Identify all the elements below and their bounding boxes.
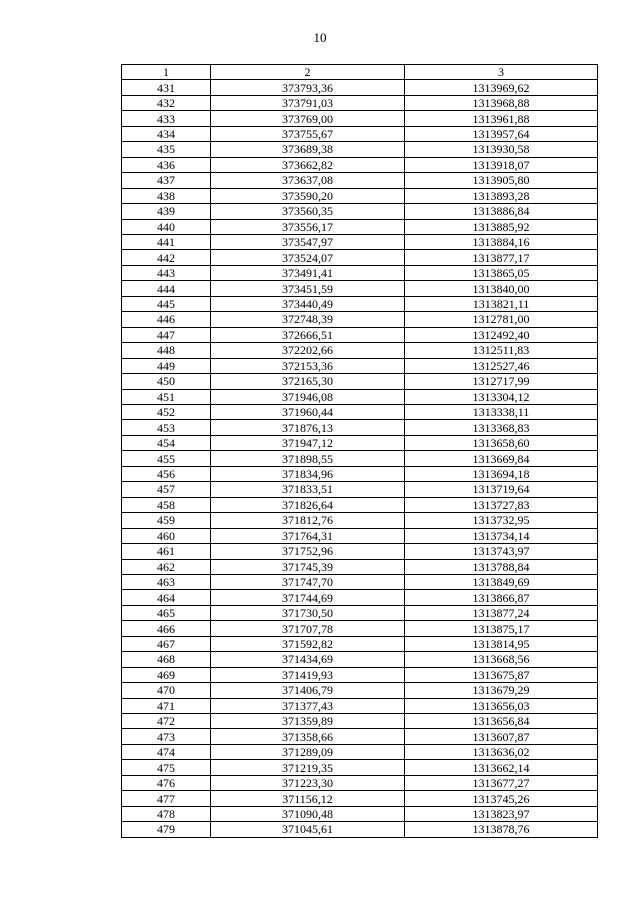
y-coordinate-cell: 1313368,83 [405,420,598,435]
table-row [122,265,598,280]
y-coordinate-cell: 1313865,05 [405,265,598,280]
y-coordinate-cell: 1313885,92 [405,219,598,234]
x-coordinate-cell: 371434,69 [211,652,405,667]
x-coordinate-cell: 371764,31 [211,528,405,543]
point-number-cell: 440 [122,219,211,234]
x-coordinate-cell: 371359,89 [211,714,405,729]
table-row [122,791,598,806]
y-coordinate-cell: 1313788,84 [405,559,598,574]
x-coordinate-cell: 372153,36 [211,358,405,373]
column-header-1: 1 [122,65,211,80]
y-coordinate-cell: 1313961,88 [405,111,598,126]
y-coordinate-cell: 1313675,87 [405,667,598,682]
x-coordinate-cell: 373440,49 [211,296,405,311]
point-number-cell: 446 [122,312,211,327]
x-coordinate-cell: 371747,70 [211,574,405,589]
table-row [122,204,598,219]
y-coordinate-cell: 1313662,14 [405,760,598,775]
x-coordinate-cell: 371406,79 [211,683,405,698]
table-row [122,466,598,481]
x-coordinate-cell: 371223,30 [211,775,405,790]
table-row [122,528,598,543]
x-coordinate-cell: 373689,38 [211,142,405,157]
table-row [122,327,598,342]
point-number-cell: 470 [122,683,211,698]
x-coordinate-cell: 371833,51 [211,482,405,497]
x-coordinate-cell: 371960,44 [211,404,405,419]
column-header-2: 2 [211,65,405,80]
x-coordinate-cell: 371946,08 [211,389,405,404]
table-row [122,714,598,729]
y-coordinate-cell: 1313656,84 [405,714,598,729]
y-coordinate-cell: 1313877,24 [405,605,598,620]
table-row [122,111,598,126]
x-coordinate-cell: 373791,03 [211,95,405,110]
point-number-cell: 447 [122,327,211,342]
y-coordinate-cell: 1313875,17 [405,621,598,636]
y-coordinate-cell: 1312717,99 [405,374,598,389]
point-number-cell: 443 [122,265,211,280]
table-row [122,219,598,234]
x-coordinate-cell: 373637,08 [211,173,405,188]
x-coordinate-cell: 371219,35 [211,760,405,775]
y-coordinate-cell: 1313877,17 [405,250,598,265]
table-row [122,652,598,667]
point-number-cell: 473 [122,729,211,744]
table-row [122,574,598,589]
point-number-cell: 449 [122,358,211,373]
table-row [122,173,598,188]
y-coordinate-cell: 1313734,14 [405,528,598,543]
x-coordinate-cell: 373793,36 [211,80,405,95]
table-row [122,822,598,837]
table-row [122,312,598,327]
y-coordinate-cell: 1313732,95 [405,513,598,528]
x-coordinate-cell: 371752,96 [211,544,405,559]
y-coordinate-cell: 1313743,97 [405,544,598,559]
x-coordinate-cell: 372202,66 [211,343,405,358]
point-number-cell: 469 [122,667,211,682]
y-coordinate-cell: 1313669,84 [405,451,598,466]
x-coordinate-cell: 373769,00 [211,111,405,126]
table-body [122,80,598,837]
table-row [122,404,598,419]
y-coordinate-cell: 1313694,18 [405,466,598,481]
point-number-cell: 462 [122,559,211,574]
column-header-3: 3 [405,65,598,80]
y-coordinate-cell: 1313930,58 [405,142,598,157]
x-coordinate-cell: 373491,41 [211,265,405,280]
y-coordinate-cell: 1313968,88 [405,95,598,110]
table-row [122,358,598,373]
y-coordinate-cell: 1313849,69 [405,574,598,589]
table-row [122,513,598,528]
point-number-cell: 432 [122,95,211,110]
table-row [122,234,598,249]
y-coordinate-cell: 1312511,83 [405,343,598,358]
x-coordinate-cell: 371289,09 [211,744,405,759]
y-coordinate-cell: 1313893,28 [405,188,598,203]
x-coordinate-cell: 371419,93 [211,667,405,682]
x-coordinate-cell: 371826,64 [211,497,405,512]
table-row [122,157,598,172]
point-number-cell: 464 [122,590,211,605]
y-coordinate-cell: 1313677,27 [405,775,598,790]
x-coordinate-cell: 371592,82 [211,636,405,651]
y-coordinate-cell: 1313884,16 [405,234,598,249]
y-coordinate-cell: 1313969,62 [405,80,598,95]
y-coordinate-cell: 1313878,76 [405,822,598,837]
x-coordinate-cell: 371834,96 [211,466,405,481]
point-number-cell: 468 [122,652,211,667]
table-row [122,698,598,713]
y-coordinate-cell: 1313668,56 [405,652,598,667]
x-coordinate-cell: 372165,30 [211,374,405,389]
table-row [122,683,598,698]
y-coordinate-cell: 1313821,11 [405,296,598,311]
point-number-cell: 459 [122,513,211,528]
table-row [122,482,598,497]
y-coordinate-cell: 1313840,00 [405,281,598,296]
x-coordinate-cell: 373524,07 [211,250,405,265]
y-coordinate-cell: 1313656,03 [405,698,598,713]
y-coordinate-cell: 1313745,26 [405,791,598,806]
y-coordinate-cell: 1312781,00 [405,312,598,327]
table-row [122,544,598,559]
point-number-cell: 463 [122,574,211,589]
y-coordinate-cell: 1313636,02 [405,744,598,759]
table-row [122,435,598,450]
point-number-cell: 438 [122,188,211,203]
table-row [122,590,598,605]
table-row [122,559,598,574]
table-row [122,744,598,759]
x-coordinate-cell: 371744,69 [211,590,405,605]
x-coordinate-cell: 373755,67 [211,126,405,141]
table-row [122,760,598,775]
point-number-cell: 431 [122,80,211,95]
point-number-cell: 434 [122,126,211,141]
point-number-cell: 479 [122,822,211,837]
point-number-cell: 460 [122,528,211,543]
y-coordinate-cell: 1313918,07 [405,157,598,172]
x-coordinate-cell: 371045,61 [211,822,405,837]
table-row [122,142,598,157]
point-number-cell: 448 [122,343,211,358]
y-coordinate-cell: 1313886,84 [405,204,598,219]
point-number-cell: 441 [122,234,211,249]
x-coordinate-cell: 371745,39 [211,559,405,574]
y-coordinate-cell: 1313607,87 [405,729,598,744]
point-number-cell: 472 [122,714,211,729]
point-number-cell: 471 [122,698,211,713]
page-number: 10 [313,30,327,45]
point-number-cell: 477 [122,791,211,806]
point-number-cell: 437 [122,173,211,188]
x-coordinate-cell: 373556,17 [211,219,405,234]
y-coordinate-cell: 1313304,12 [405,389,598,404]
point-number-cell: 452 [122,404,211,419]
point-number-cell: 478 [122,806,211,821]
y-coordinate-cell: 1313957,64 [405,126,598,141]
table-row [122,497,598,512]
point-number-cell: 474 [122,744,211,759]
table-row [122,636,598,651]
y-coordinate-cell: 1313658,60 [405,435,598,450]
point-number-cell: 444 [122,281,211,296]
x-coordinate-cell: 371947,12 [211,435,405,450]
y-coordinate-cell: 1313814,95 [405,636,598,651]
x-coordinate-cell: 371876,13 [211,420,405,435]
point-number-cell: 453 [122,420,211,435]
table-row [122,806,598,821]
point-number-cell: 435 [122,142,211,157]
y-coordinate-cell: 1313338,11 [405,404,598,419]
point-number-cell: 461 [122,544,211,559]
y-coordinate-cell: 1313727,83 [405,497,598,512]
point-number-cell: 454 [122,435,211,450]
y-coordinate-cell: 1313823,97 [405,806,598,821]
x-coordinate-cell: 371377,43 [211,698,405,713]
x-coordinate-cell: 373590,20 [211,188,405,203]
x-coordinate-cell: 371812,76 [211,513,405,528]
table-row [122,80,598,95]
table-row [122,667,598,682]
point-number-cell: 445 [122,296,211,311]
point-number-cell: 439 [122,204,211,219]
point-number-cell: 436 [122,157,211,172]
header-row [122,65,598,80]
point-number-cell: 466 [122,621,211,636]
table-row [122,296,598,311]
table-header [122,65,598,80]
x-coordinate-cell: 371358,66 [211,729,405,744]
table-row [122,420,598,435]
x-coordinate-cell: 371898,55 [211,451,405,466]
table-row [122,95,598,110]
point-number-cell: 467 [122,636,211,651]
x-coordinate-cell: 373662,82 [211,157,405,172]
table-row [122,188,598,203]
table-row [122,343,598,358]
x-coordinate-cell: 372748,39 [211,312,405,327]
point-number-cell: 455 [122,451,211,466]
table-row [122,605,598,620]
point-number-cell: 450 [122,374,211,389]
y-coordinate-cell: 1313866,87 [405,590,598,605]
x-coordinate-cell: 371156,12 [211,791,405,806]
point-number-cell: 433 [122,111,211,126]
x-coordinate-cell: 373547,97 [211,234,405,249]
point-number-cell: 442 [122,250,211,265]
y-coordinate-cell: 1313719,64 [405,482,598,497]
point-number-cell: 458 [122,497,211,512]
table-row [122,775,598,790]
x-coordinate-cell: 371707,78 [211,621,405,636]
x-coordinate-cell: 373560,35 [211,204,405,219]
table-row [122,250,598,265]
y-coordinate-cell: 1312527,46 [405,358,598,373]
point-number-cell: 475 [122,760,211,775]
y-coordinate-cell: 1313679,29 [405,683,598,698]
point-number-cell: 456 [122,466,211,481]
x-coordinate-cell: 373451,59 [211,281,405,296]
point-number-cell: 476 [122,775,211,790]
y-coordinate-cell: 1312492,40 [405,327,598,342]
point-number-cell: 465 [122,605,211,620]
table-row [122,621,598,636]
point-number-cell: 451 [122,389,211,404]
table-row [122,281,598,296]
x-coordinate-cell: 371730,50 [211,605,405,620]
x-coordinate-cell: 372666,51 [211,327,405,342]
table-row [122,374,598,389]
table-row [122,451,598,466]
y-coordinate-cell: 1313905,80 [405,173,598,188]
table-row [122,729,598,744]
table-row [122,389,598,404]
table-row [122,126,598,141]
x-coordinate-cell: 371090,48 [211,806,405,821]
coordinates-table [121,64,598,838]
point-number-cell: 457 [122,482,211,497]
